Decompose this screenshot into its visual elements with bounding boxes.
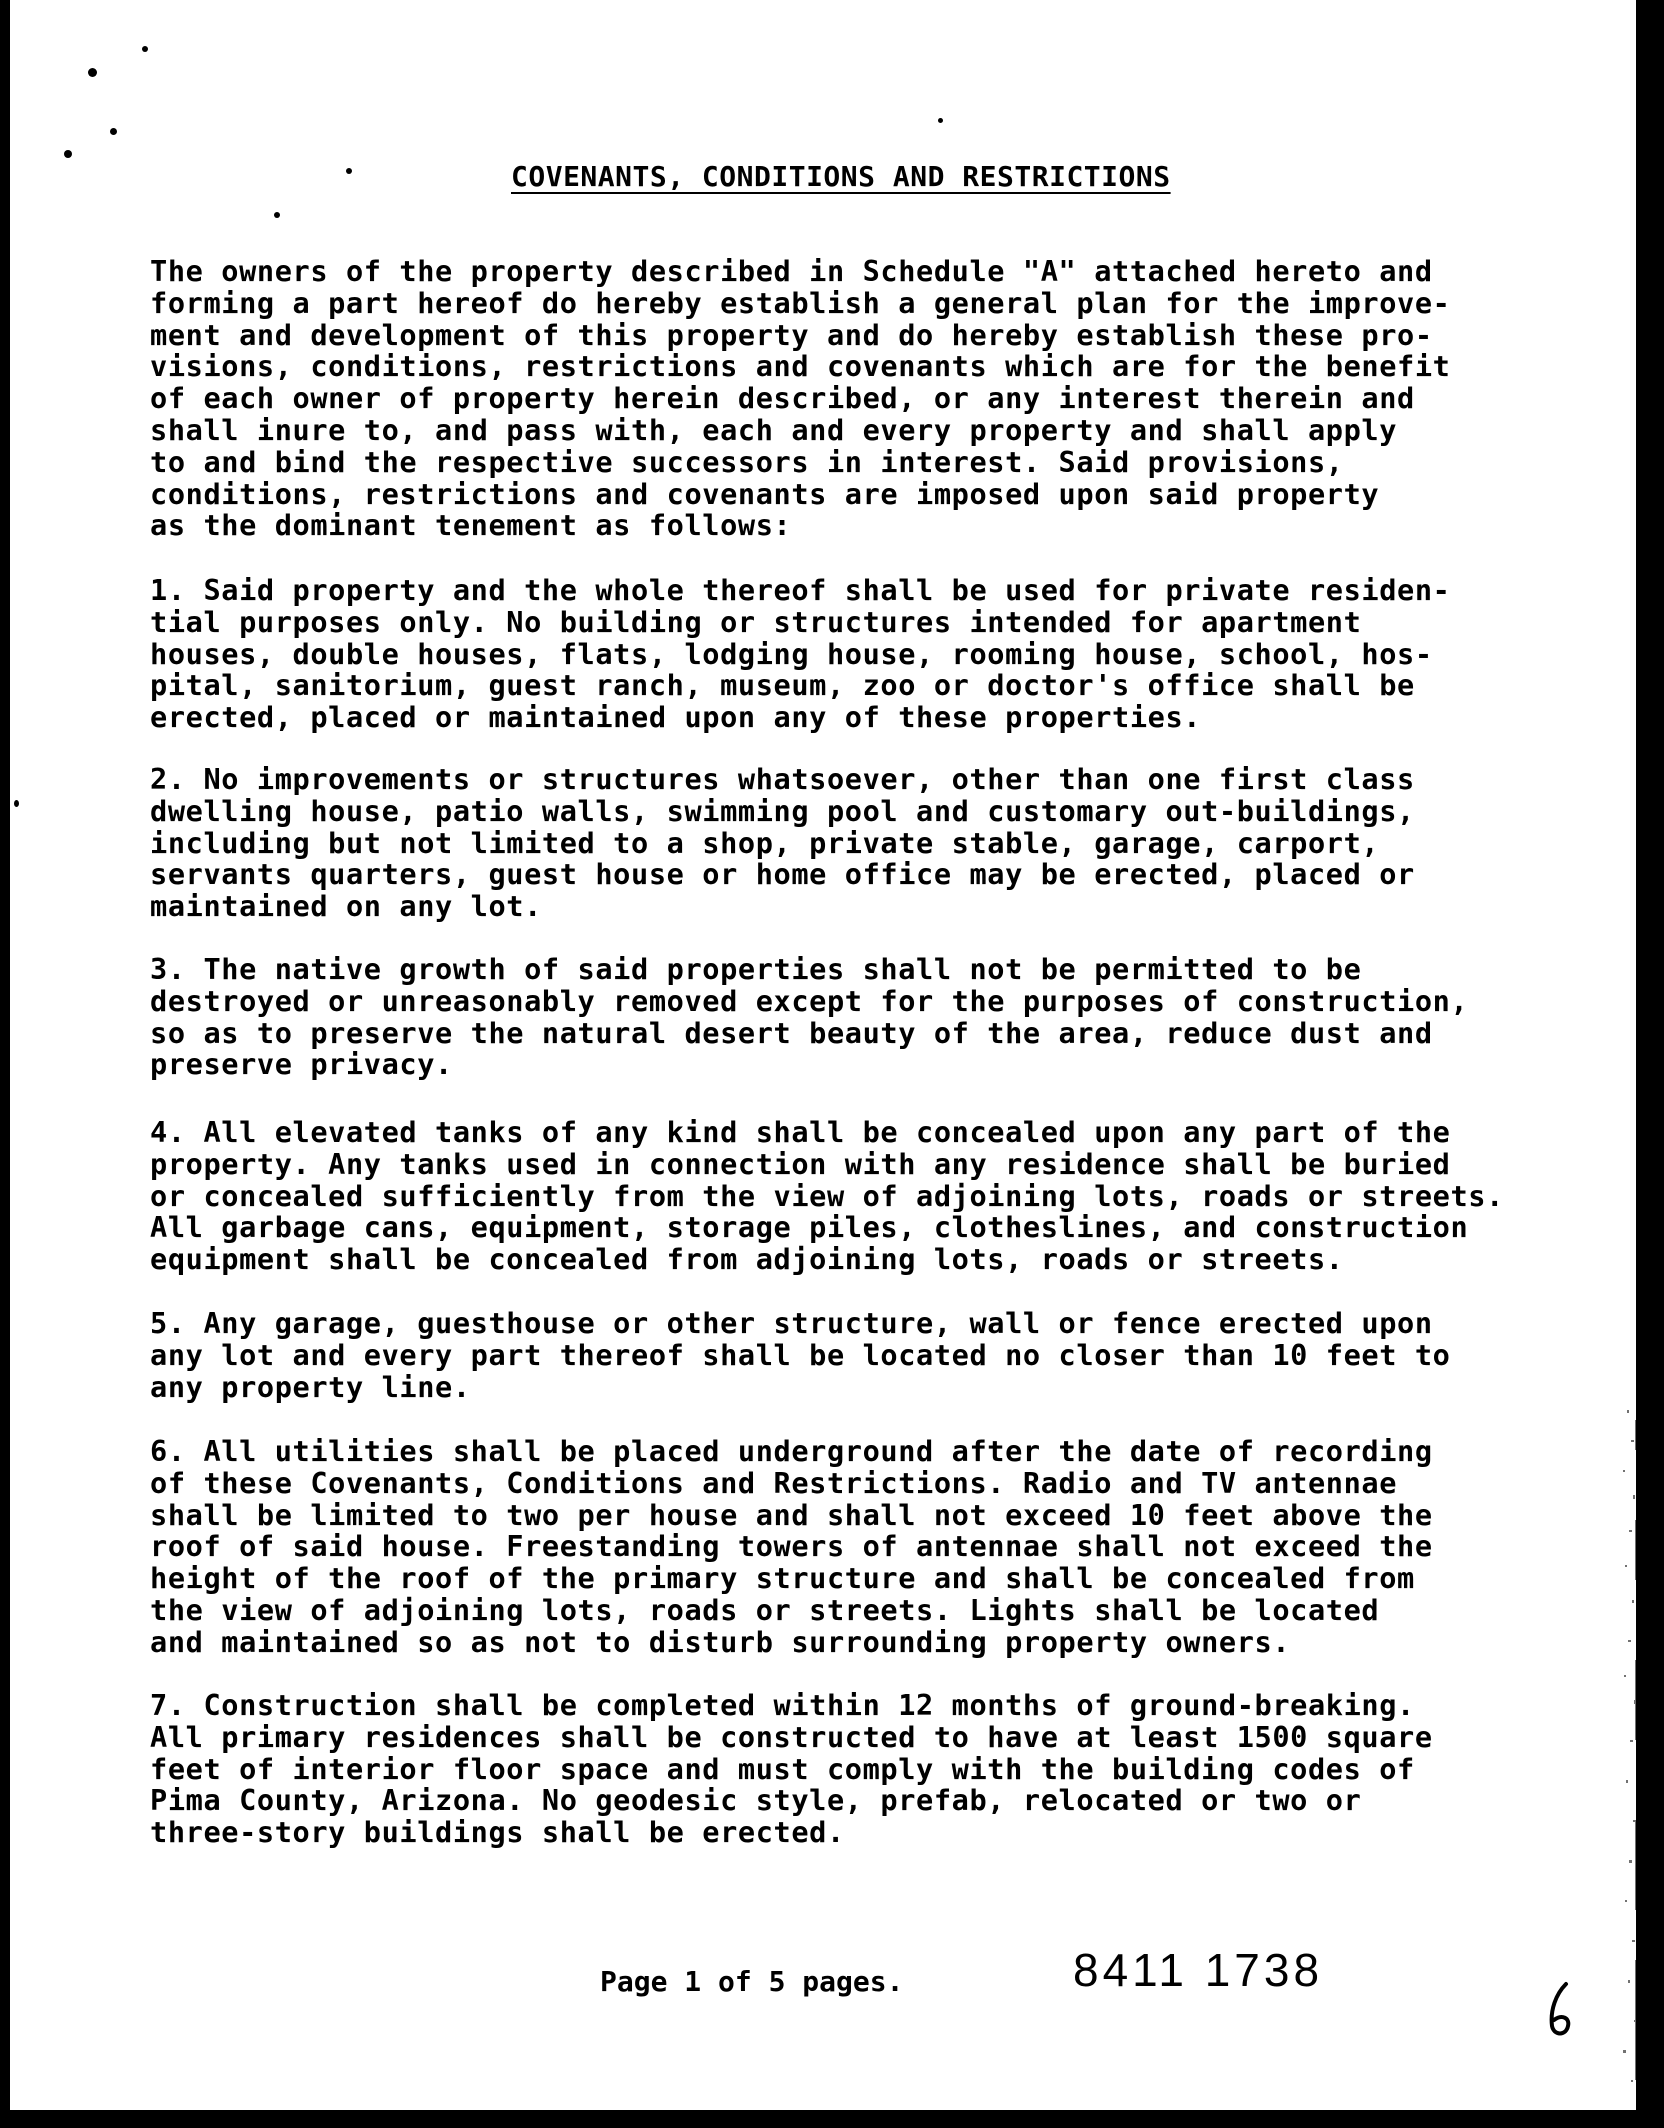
intro-line: visions, conditions, restrictions and covenants which are for the benefit [150,349,1451,384]
covenant-item-2 [150,764,1610,923]
item-line: erected, placed or maintained upon any of these properties. [150,700,1202,735]
item-line: or concealed sufficiently from the view of adjoining lots, roads or streets. [150,1178,1504,1213]
item-line: Pima County, Arizona. No geodesic style, prefab, relocated or two or [150,1783,1362,1818]
item-line: feet of interior floor space and must comply with the building codes of [150,1751,1415,1786]
intro-line: as the dominant tenement as follows: [150,508,792,543]
item-line: servants quarters, guest house or home office may be erected, placed or [150,857,1415,892]
item-line: preserve privacy. [150,1047,453,1082]
intro-line: shall inure to, and pass with, each and every property and shall apply [150,412,1398,447]
item-line: maintained on any lot. [150,889,542,924]
document-title: COVENANTS, CONDITIONS AND RESTRICTIONS [511,160,1171,193]
item-line: 6. All utilities shall be placed underground after the date of recording [150,1434,1433,1468]
item-line: the view of adjoining lots, roads or streets. Lights shall be located [150,1592,1380,1627]
item-line: dwelling house, patio walls, swimming pool and customary out-buildings, [150,793,1415,828]
item-line: All primary residences shall be constructed to have at least 1500 square [150,1719,1433,1754]
item-line: property. Any tanks used in connection with any residence shall be buried [150,1146,1451,1181]
intro-line: forming a part hereof do hereby establish a general plan for the improve- [150,285,1451,320]
item-line: shall be limited to two per house and shall not exceed 10 feet above the [150,1497,1433,1532]
covenant-item-3 [150,954,1610,1081]
item-line: destroyed or unreasonably removed except for the purposes of construction, [150,983,1469,1018]
scan-speck [88,68,97,77]
item-line: any property line. [150,1369,471,1404]
item-line: any lot and every part thereof shall be located no closer than 10 feet to [150,1337,1451,1372]
item-line: 5. Any garage, guesthouse or other structure, wall or fence erected upon [150,1306,1433,1340]
document-page [10,0,1636,2110]
scan-speck [110,128,117,135]
covenant-item-7 [150,1690,1610,1849]
page-number-label: Page 1 of 5 pages. [600,1965,904,1998]
covenant-item-6 [150,1436,1610,1659]
item-line: 1. Said property and the whole thereof shall be used for private residen- [150,573,1451,607]
item-line: All garbage cans, equipment, storage piles, clotheslines, and construction [150,1210,1469,1245]
intro-line: to and bind the respective successors in interest. Said provisions, [150,444,1344,479]
item-line: so as to preserve the natural desert beauty of the area, reduce dust and [150,1015,1433,1050]
intro-line: The owners of the property described in Schedule "A" attached hereto and [150,254,1433,288]
item-line: 7. Construction shall be completed within 12 months of ground-breaking. [150,1688,1415,1722]
scan-speck [64,150,72,158]
item-line: three-story buildings shall be erected. [150,1815,845,1850]
scan-speck [274,212,280,218]
item-line: of these Covenants, Conditions and Restrictions. Radio and TV antennae [150,1465,1398,1500]
scan-speck [14,800,19,807]
record-number: 8411 1738 [1073,1944,1324,1996]
scan-speck [938,118,943,123]
intro-line: conditions, restrictions and covenants are imposed upon said property [150,476,1380,511]
item-line: 4. All elevated tanks of any kind shall be concealed upon any part of the [150,1115,1451,1149]
intro-line: of each owner of property herein described, or any interest therein and [150,381,1415,416]
scan-speck [346,168,352,174]
intro-line: ment and development of this property and do hereby establish these pro- [150,317,1433,352]
item-line: height of the roof of the primary structure and shall be concealed from [150,1561,1415,1596]
handwritten-mark [1546,1980,1576,2040]
intro-paragraph [150,256,1610,542]
covenant-item-4 [150,1117,1610,1276]
item-line: 2. No improvements or structures whatsoever, other than one first class [150,762,1415,796]
item-line: tial purposes only. No building or structures intended for apartment [150,604,1362,639]
item-line: houses, double houses, flats, lodging house, rooming house, school, hos- [150,636,1433,671]
covenant-item-1 [150,575,1610,734]
item-line: pital, sanitorium, guest ranch, museum, zoo or doctor's office shall be [150,668,1415,703]
scan-speck [142,46,148,52]
item-line: including but not limited to a shop, private stable, garage, carport, [150,825,1380,860]
covenant-item-5 [150,1308,1610,1403]
item-line: equipment shall be concealed from adjoining lots, roads or streets. [150,1242,1344,1277]
item-line: and maintained so as not to disturb surrounding property owners. [150,1624,1291,1659]
item-line: roof of said house. Freestanding towers of antennae shall not exceed the [150,1529,1433,1564]
scan-edge-noise [1605,1400,1637,2100]
item-line: 3. The native growth of said properties shall not be permitted to be [150,952,1362,986]
